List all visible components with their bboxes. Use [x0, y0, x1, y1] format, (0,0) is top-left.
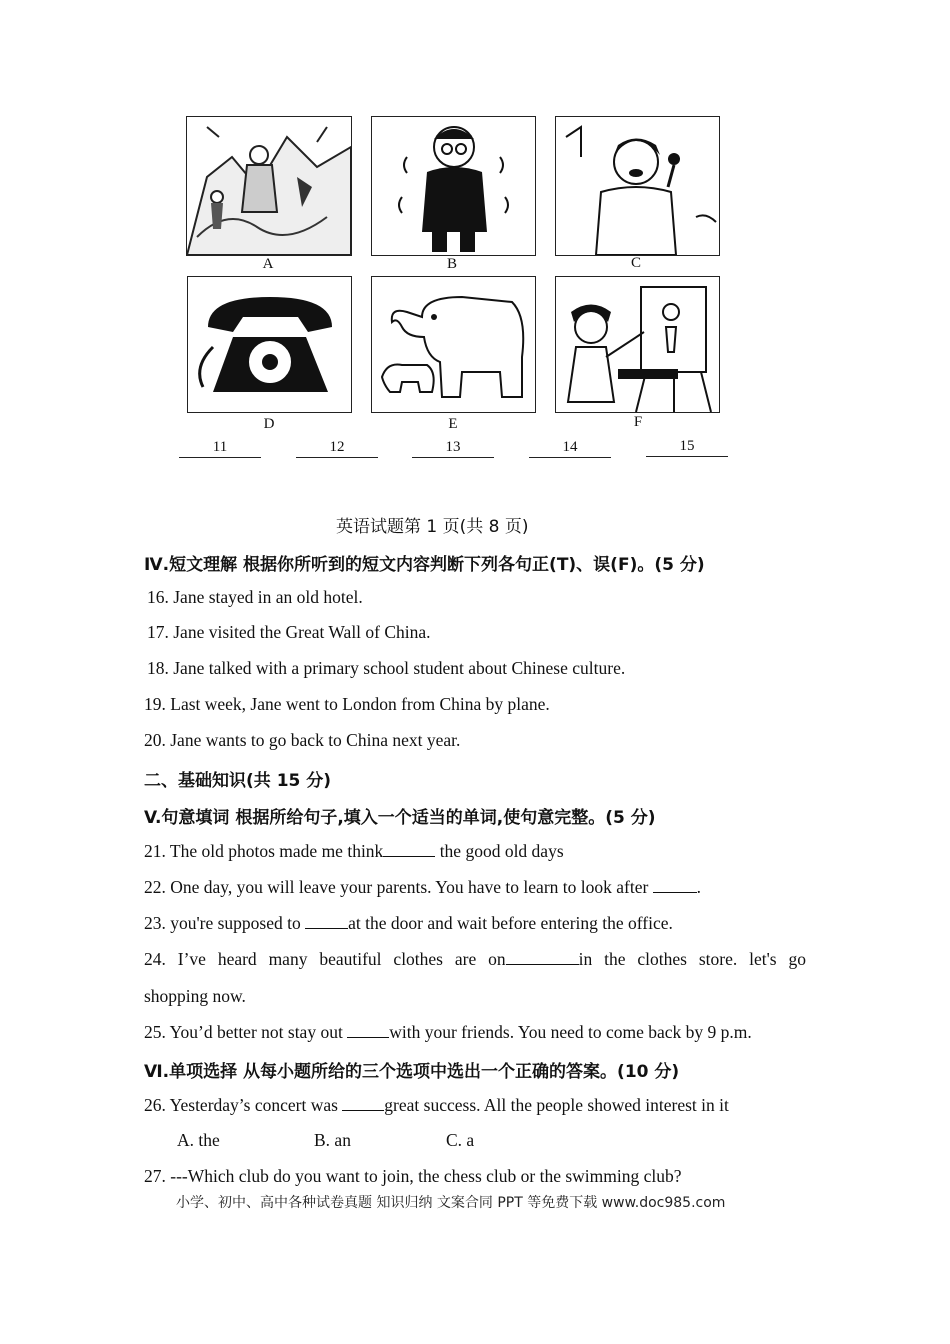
answer-blank-13[interactable]: 13	[412, 439, 494, 458]
question-21-blank[interactable]	[383, 840, 435, 857]
picture-label-b: B	[446, 256, 457, 272]
question-26-after: great success. All the people showed interest in it	[384, 1095, 729, 1115]
question-21-after: the good old days	[435, 841, 564, 861]
question-16: 16. Jane stayed in an old hotel.	[147, 587, 363, 607]
question-26-before: 26. Yesterday’s concert was	[144, 1095, 343, 1115]
option-26-a[interactable]: A. the	[177, 1130, 220, 1150]
section-5-heading: V.句意填词 根据所给句子,填入一个适当的单词,使句意完整。(5 分)	[144, 808, 656, 828]
question-26	[144, 1094, 729, 1116]
elephants-icon	[372, 277, 535, 412]
picture-label-d: D	[263, 416, 275, 432]
question-23	[144, 912, 673, 934]
question-24-before: 24. I’ve heard many beautiful clothes are on	[144, 949, 506, 969]
picture-label-c: C	[630, 255, 641, 271]
question-19: 19. Last week, Jane went to London from China by plane.	[144, 694, 550, 714]
picture-label-f: F	[633, 414, 643, 430]
question-17: 17. Jane visited the Great Wall of China.	[147, 622, 431, 642]
question-22-before: 22. One day, you will leave your parents. You have to learn to look after	[144, 877, 653, 897]
section-4-heading: Ⅳ.短文理解 根据你所听到的短文内容判断下列各句正(T)、误(F)。(5 分)	[144, 555, 705, 575]
shivering-man-icon	[372, 117, 535, 255]
answer-blank-11[interactable]: 11	[179, 439, 261, 458]
question-23-blank[interactable]	[305, 912, 348, 929]
question-20: 20. Jane wants to go back to China next year.	[144, 730, 461, 750]
question-24-continued: shopping now.	[144, 986, 246, 1006]
question-25-blank[interactable]	[347, 1021, 389, 1038]
singing-boy-icon	[556, 117, 719, 255]
telephone-icon	[188, 277, 351, 412]
question-21	[144, 840, 564, 862]
footer-watermark: 小学、初中、高中各种试卷真题 知识归纳 文案合同 PPT 等免费下载 www.doc985.com	[176, 1195, 726, 1211]
question-26-blank[interactable]	[342, 1094, 384, 1111]
question-24	[144, 948, 806, 970]
picture-f	[555, 276, 720, 413]
answer-blank-12[interactable]: 12	[296, 439, 378, 458]
question-23-before: 23. you're supposed to	[144, 913, 306, 933]
option-26-b[interactable]: B. an	[314, 1130, 351, 1150]
picture-d	[187, 276, 352, 413]
page-caption: 英语试题第 1 页(共 8 页)	[336, 517, 529, 537]
question-22-after: .	[696, 877, 702, 897]
question-18: 18. Jane talked with a primary school student about Chinese culture.	[147, 658, 626, 678]
section-6-heading: Ⅵ.单项选择 从每小题所给的三个选项中选出一个正确的答案。(10 分)	[144, 1062, 680, 1082]
question-22-blank[interactable]	[653, 876, 697, 893]
mountain-climbing-scene-icon	[187, 117, 351, 255]
answer-blank-15[interactable]: 15	[646, 438, 728, 457]
picture-b	[371, 116, 536, 256]
question-22	[144, 876, 701, 898]
painting-girl-icon	[556, 277, 719, 412]
picture-a	[186, 116, 352, 256]
question-25-after: with your friends. You need to come back by 9 p.m.	[389, 1022, 752, 1042]
question-24-blank[interactable]	[506, 948, 579, 965]
question-25-before: 25. You’d better not stay out	[144, 1022, 348, 1042]
question-23-after: at the door and wait before entering the office.	[348, 913, 673, 933]
question-21-before: 21. The old photos made me think	[144, 841, 384, 861]
picture-e	[371, 276, 536, 413]
picture-c	[555, 116, 720, 256]
picture-label-e: E	[448, 416, 458, 432]
question-24-after: in the clothes store. let's go	[578, 949, 806, 969]
question-25	[144, 1021, 752, 1043]
option-26-c[interactable]: C. a	[446, 1130, 475, 1150]
question-27: 27. ---Which club do you want to join, the chess club or the swimming club?	[144, 1166, 682, 1186]
part-2-heading: 二、基础知识(共 15 分)	[144, 771, 332, 791]
picture-label-a: A	[262, 256, 274, 272]
answer-blank-14[interactable]: 14	[529, 439, 611, 458]
